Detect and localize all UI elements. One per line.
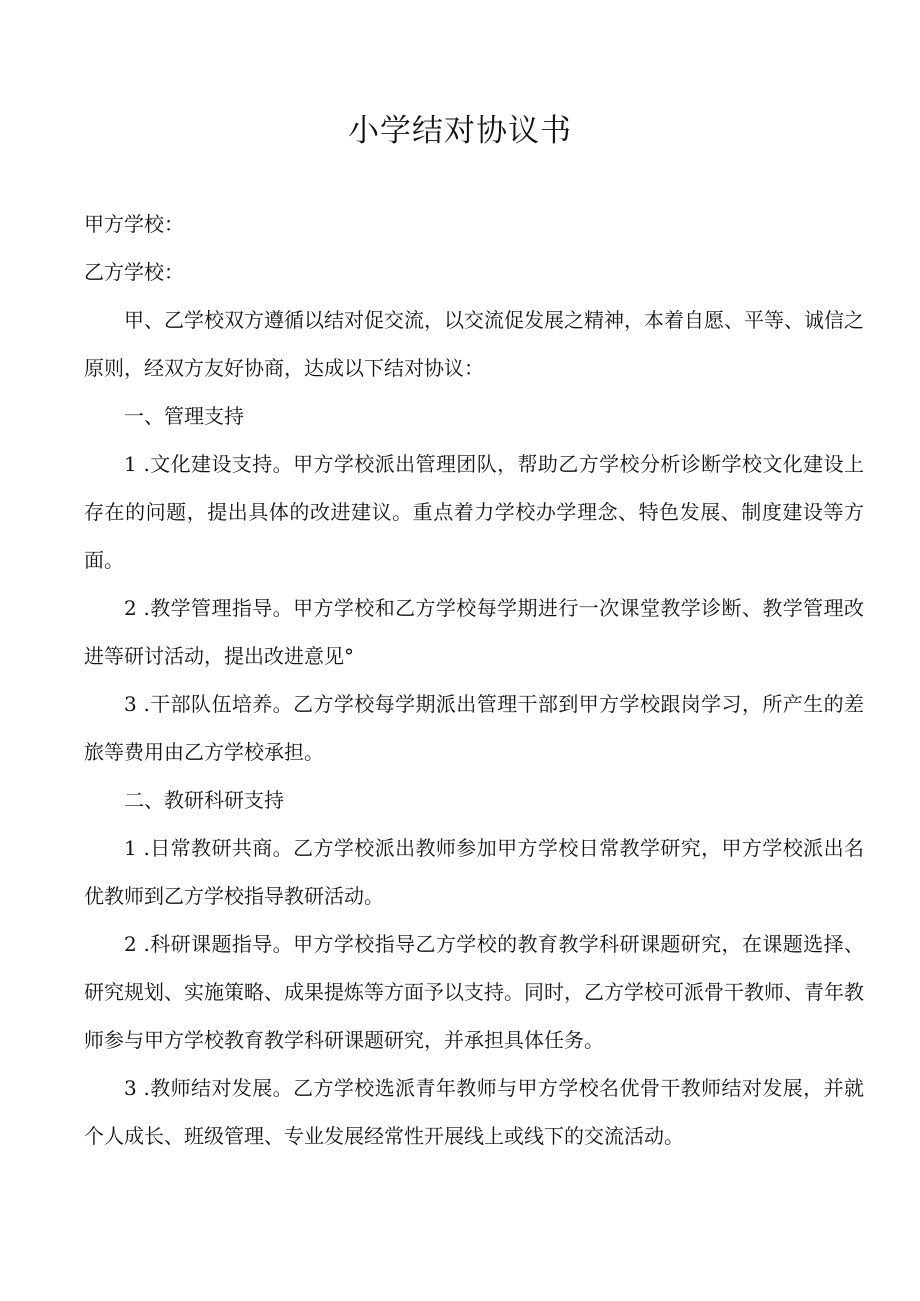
management-item-cadre: 3 .干部队伍培养。乙方学校每学期派出管理干部到甲方学校跟岗学习，所产生的差旅等费用由乙方学校承担。 <box>84 692 864 764</box>
management-item-culture: 1 .文化建设支持。甲方学校派出管理团队，帮助乙方学校分析诊断学校文化建设上存在的问题，提出具体的改进建议。重点着力学校办学理念、特色发展、制度建设等方面。 <box>84 452 864 572</box>
management-item-teaching: 2 .教学管理指导。甲方学校和乙方学校每学期进行一次课堂教学诊断、教学管理改进等研讨活动，提出改进意见° <box>84 596 864 668</box>
intro-paragraph: 甲、乙学校双方遵循以结对促交流，以交流促发展之精神，本着自愿、平等、诚信之原则，经双方友好协商，达成以下结对协议： <box>84 308 864 380</box>
document-title: 小学结对协议书 <box>348 113 572 149</box>
section-heading-management: 一、管理支持 <box>124 404 244 428</box>
research-item-pairing: 3 .教师结对发展。乙方学校选派青年教师与甲方学校名优骨干教师结对发展，并就个人成长、班级管理、专业发展经常性开展线上或线下的交流活动。 <box>84 1076 864 1148</box>
research-item-daily: 1 .日常教研共商。乙方学校派出教师参加甲方学校日常教学研究，甲方学校派出名优教师到乙方学校指导教研活动。 <box>84 836 864 908</box>
party-b-label: 乙方学校： <box>84 260 184 284</box>
party-a-label: 甲方学校： <box>84 212 184 236</box>
document-body <box>84 200 864 1160</box>
section-heading-research: 二、教研科研支持 <box>124 788 284 812</box>
research-item-topic: 2 .科研课题指导。甲方学校指导乙方学校的教育教学科研课题研究，在课题选择、研究规划、实施策略、成果提炼等方面予以支持。同时，乙方学校可派骨干教师、青年教师参与甲方学校教育教学科研课题研究，并承担具体任务。 <box>84 932 864 1052</box>
